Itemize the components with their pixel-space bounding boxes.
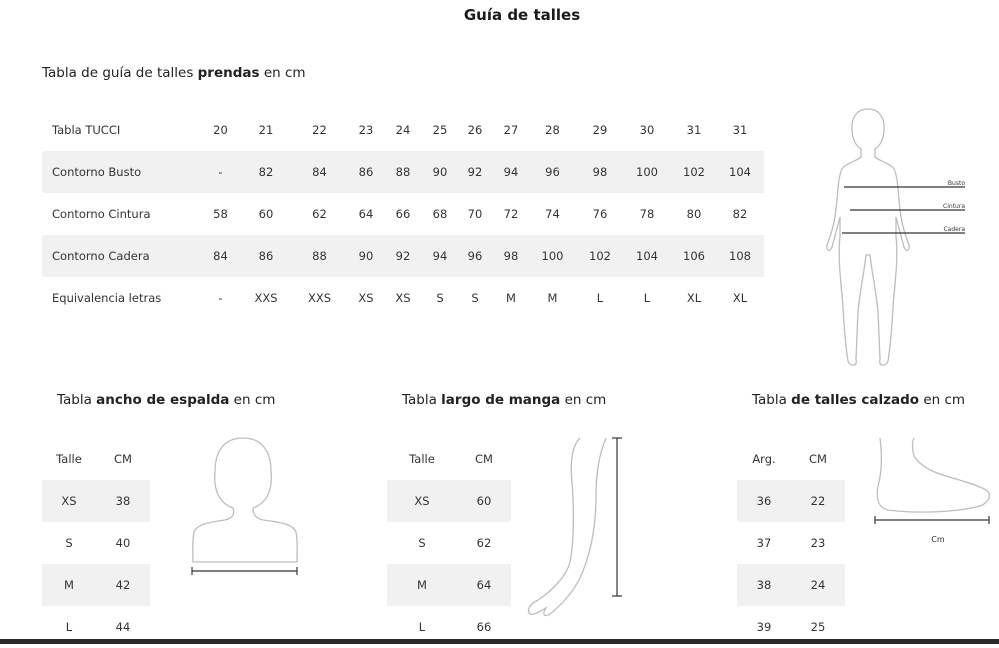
- table-header-row: [42, 438, 150, 480]
- table-row: [387, 480, 511, 522]
- table-cell: 42: [96, 564, 150, 606]
- table-cell: 28: [545, 123, 560, 137]
- table-cell: 25: [810, 620, 826, 634]
- cintura-label: Cintura: [943, 203, 965, 210]
- table-cell: 36: [737, 480, 791, 522]
- sleeve-length-figure: [520, 432, 630, 622]
- table-cell: 21: [258, 123, 274, 137]
- table-cell: 68: [432, 207, 448, 221]
- table-cell: 64: [358, 207, 374, 221]
- table-cell: 106: [672, 235, 716, 277]
- table-cell: 98: [578, 151, 622, 193]
- table-row: [737, 564, 845, 606]
- table-cell: 80: [686, 207, 702, 221]
- table-cell: XS: [395, 291, 411, 305]
- table-cell: L: [596, 291, 604, 305]
- table-cell: 44: [115, 620, 131, 634]
- row-label: Contorno Cadera: [42, 235, 197, 277]
- table-cell: 94: [495, 151, 527, 193]
- table-cell: 23: [358, 123, 374, 137]
- page-title: Guía de talles: [463, 6, 581, 24]
- sleeve-length-table: [387, 438, 511, 648]
- table-cell: 72: [503, 207, 519, 221]
- table-cell: 86: [244, 235, 288, 277]
- table-cell: 82: [244, 151, 288, 193]
- row-label: Contorno Cintura: [52, 207, 151, 221]
- table-cell: 25: [432, 123, 448, 137]
- table-cell: XS: [42, 480, 96, 522]
- table-cell: 30: [639, 123, 655, 137]
- table-cell: 60: [258, 207, 274, 221]
- table-cell: 62: [476, 536, 492, 550]
- table-row: [42, 151, 764, 193]
- table-cell: 22: [791, 480, 845, 522]
- foot-cm-label: Cm: [931, 535, 945, 544]
- table-cell: 62: [312, 207, 327, 221]
- table-cell: -: [218, 291, 223, 305]
- garments-size-table: [42, 109, 764, 319]
- bottom-bar: [0, 639, 999, 644]
- table-row: [42, 277, 764, 319]
- table-cell: 26: [467, 123, 483, 137]
- table-cell: 64: [457, 564, 511, 606]
- table-cell: L: [65, 620, 73, 634]
- table-cell: S: [65, 536, 73, 550]
- table-cell: 24: [395, 123, 411, 137]
- table-row: [42, 480, 150, 522]
- table-cell: XXS: [307, 291, 332, 305]
- table-cell: 84: [197, 235, 244, 277]
- back-width-figure: [185, 432, 305, 582]
- column-header: CM: [114, 452, 132, 466]
- table-cell: 92: [381, 235, 425, 277]
- column-header: Talle: [56, 452, 82, 466]
- table-cell: M: [42, 564, 96, 606]
- table-cell: 96: [527, 151, 578, 193]
- column-header: CM: [809, 452, 827, 466]
- body-measurement-figure: [810, 105, 999, 370]
- table-cell: 88: [288, 235, 351, 277]
- table-cell: S: [436, 291, 444, 305]
- table-cell: 102: [578, 235, 622, 277]
- table-cell: M: [547, 291, 558, 305]
- table-cell: 40: [115, 536, 131, 550]
- table-cell: 37: [756, 536, 772, 550]
- table-cell: 84: [288, 151, 351, 193]
- table-cell: 66: [395, 207, 411, 221]
- table-cell: 58: [213, 207, 228, 221]
- table-cell: 27: [503, 123, 519, 137]
- row-label: Contorno Busto: [42, 151, 197, 193]
- shoes-size-table: [737, 438, 845, 648]
- table-cell: 23: [810, 536, 826, 550]
- table-cell: 74: [545, 207, 560, 221]
- table-cell: 39: [756, 620, 772, 634]
- sleeve-length-section-title: Tabla largo de manga en cm: [402, 392, 607, 408]
- table-cell: 82: [732, 207, 748, 221]
- table-cell: XXS: [254, 291, 278, 305]
- table-cell: 92: [455, 151, 495, 193]
- table-cell: 94: [425, 235, 455, 277]
- table-row: [42, 564, 150, 606]
- table-header-row: [737, 438, 845, 480]
- table-cell: 20: [213, 123, 228, 137]
- table-cell: -: [197, 151, 244, 193]
- table-row: [737, 480, 845, 522]
- table-cell: 76: [592, 207, 608, 221]
- busto-label: Busto: [947, 180, 965, 187]
- column-header: CM: [475, 452, 493, 466]
- cadera-label: Cadera: [943, 226, 965, 233]
- table-cell: S: [471, 291, 479, 305]
- table-cell: L: [418, 620, 426, 634]
- table-row: [387, 522, 511, 564]
- table-cell: 22: [312, 123, 327, 137]
- table-row: [737, 522, 845, 564]
- column-header: Arg.: [752, 452, 776, 466]
- row-label: Equivalencia letras: [52, 291, 162, 305]
- table-header-row: [387, 438, 511, 480]
- table-cell: 66: [476, 620, 492, 634]
- table-cell: M: [387, 564, 457, 606]
- table-cell: 31: [686, 123, 702, 137]
- table-cell: 90: [425, 151, 455, 193]
- back-width-table: [42, 438, 150, 648]
- shoes-section-title: Tabla de talles calzado en cm: [752, 392, 966, 408]
- back-width-section-title: Tabla ancho de espalda en cm: [57, 392, 276, 408]
- table-cell: 100: [527, 235, 578, 277]
- table-cell: 31: [732, 123, 748, 137]
- table-cell: M: [506, 291, 516, 305]
- table-cell: XS: [387, 480, 457, 522]
- table-cell: L: [643, 291, 651, 305]
- table-cell: 24: [791, 564, 845, 606]
- table-cell: 70: [467, 207, 483, 221]
- table-cell: 60: [457, 480, 511, 522]
- table-cell: 86: [351, 151, 381, 193]
- table-cell: 38: [737, 564, 791, 606]
- table-cell: 38: [96, 480, 150, 522]
- table-cell: 90: [351, 235, 381, 277]
- table-cell: 102: [672, 151, 716, 193]
- column-header: Talle: [409, 452, 435, 466]
- table-row: [42, 235, 764, 277]
- row-label: Tabla TUCCI: [52, 123, 121, 137]
- table-cell: 96: [455, 235, 495, 277]
- table-cell: XL: [732, 291, 748, 305]
- table-cell: 100: [622, 151, 672, 193]
- table-row: [42, 193, 764, 235]
- table-cell: 78: [639, 207, 655, 221]
- table-row: [387, 564, 511, 606]
- table-cell: 29: [592, 123, 608, 137]
- table-cell: XS: [358, 291, 374, 305]
- garments-section-title: Tabla de guía de talles prendas en cm: [42, 65, 306, 81]
- table-cell: S: [418, 536, 426, 550]
- table-cell: XL: [686, 291, 702, 305]
- table-row: [42, 522, 150, 564]
- table-cell: 98: [495, 235, 527, 277]
- table-cell: 104: [716, 151, 764, 193]
- foot-figure: [868, 432, 999, 552]
- table-cell: 104: [622, 235, 672, 277]
- table-cell: 88: [381, 151, 425, 193]
- table-cell: 108: [716, 235, 764, 277]
- table-row: [42, 109, 764, 151]
